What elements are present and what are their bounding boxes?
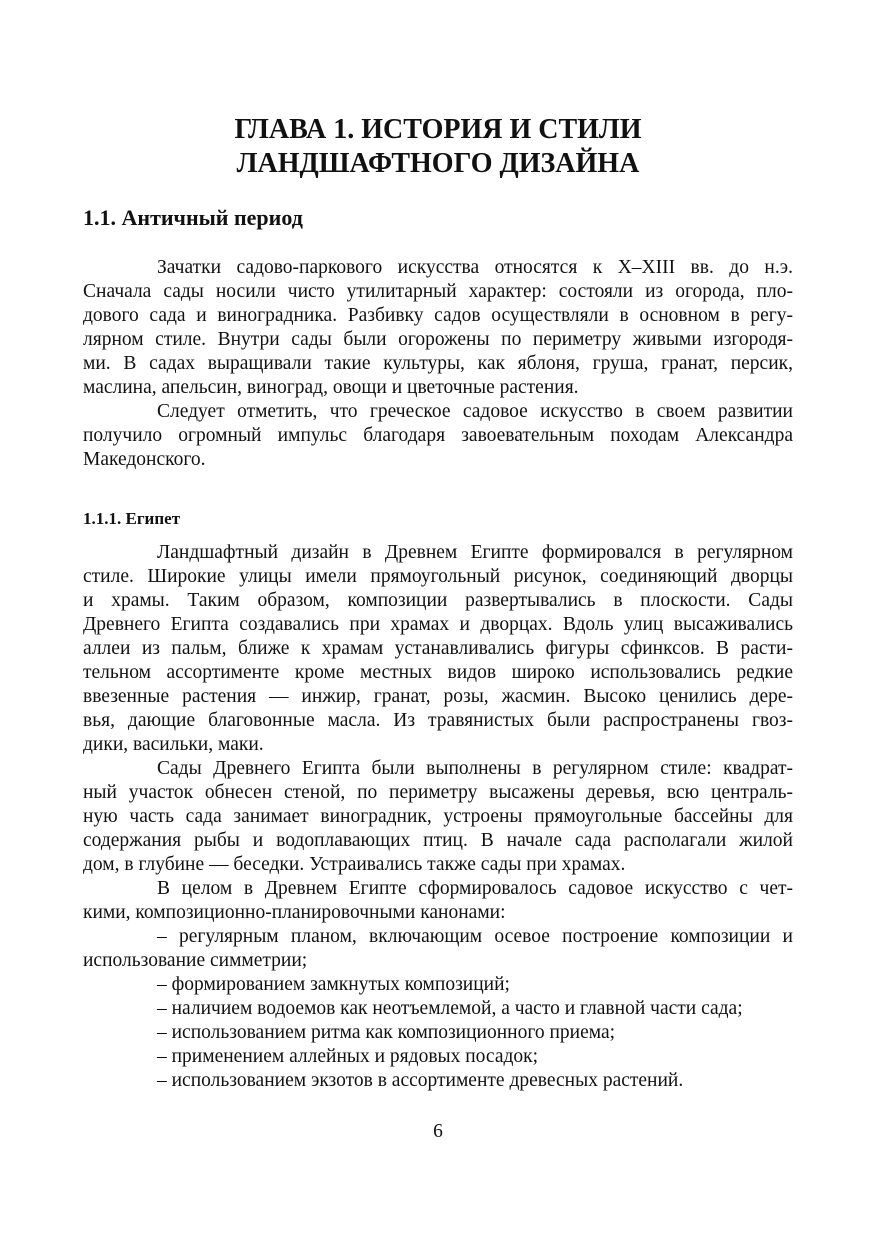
section-heading: 1.1. Античный период [83, 205, 303, 230]
subsection-paragraph-3-line: В целом в Древнем Египте сформировалось садовое искусство с чет- [157, 878, 793, 899]
subsection-paragraph-1-line: ввезенные растения — инжир, гранат, розы, жасмин. Высоко ценились дере- [83, 686, 793, 707]
list-item-continuation: использование симметрии; [83, 950, 308, 971]
page-number: 6 [433, 1121, 443, 1142]
list-item: – применением аллейных и рядовых посадок; [157, 1046, 539, 1067]
chapter-title-line-1: ГЛАВА 1. ИСТОРИЯ И СТИЛИ [234, 114, 642, 145]
subsection-paragraph-1-line: тельном ассортименте кроме местных видов широко использовались редкие [83, 662, 793, 683]
section-paragraph-1-line: лярном стиле. Внутри сады были огорожены по периметру живыми изгородя- [83, 329, 793, 350]
section-paragraph-1-line: ми. В садах выращивали такие культуры, как яблоня, груша, гранат, персик, [83, 353, 793, 374]
section-paragraph-2-line: получило огромный импульс благодаря завоевательным походам Александра [83, 425, 793, 446]
list-item: – использованием ритма как композиционного приема; [157, 1022, 616, 1043]
section-paragraph-1-line: дового сада и виноградника. Разбивку садов осуществляли в основном в регу- [83, 305, 793, 326]
subsection-paragraph-2-line: ный участок обнесен стеной, по периметру высажены деревья, всю централь- [83, 782, 793, 803]
subsection-paragraph-2-line: содержания рыбы и водоплавающих птиц. В начале сада располагали жилой [83, 830, 793, 851]
section-paragraph-2-line: Следует отметить, что греческое садовое искусство в своем развитии [157, 401, 793, 422]
section-paragraph-2-line: Македонского. [83, 449, 206, 470]
subsection-paragraph-1-line: Древнего Египта создавались при храмах и дворцах. Вдоль улиц высаживались [83, 614, 793, 635]
list-item: – формированием замкнутых композиций; [157, 974, 510, 995]
subsection-heading: 1.1.1. Египет [83, 509, 181, 528]
subsection-paragraph-1-line: вья, дающие благовонные масла. Из травянистых были распространены гвоз- [83, 710, 793, 731]
list-item: – наличием водоемов как неотъемлемой, а часто и главной части сада; [157, 998, 743, 1019]
subsection-paragraph-1-line: Ландшафтный дизайн в Древнем Египте формировался в регулярном [157, 542, 793, 563]
list-item: – использованием экзотов в ассортименте древесных растений. [157, 1070, 684, 1091]
subsection-paragraph-2-line: ную часть сада занимает виноградник, устроены прямоугольные бассейны для [83, 806, 793, 827]
section-paragraph-1-line: Зачатки садово-паркового искусства относятся к X–XIII вв. до н.э. [157, 257, 793, 278]
section-paragraph-1-line: маслина, апельсин, виноград, овощи и цветочные растения. [83, 377, 579, 398]
subsection-paragraph-2-line: дом, в глубине — беседки. Устраивались также сады при храмах. [83, 854, 626, 875]
list-item: – регулярным планом, включающим осевое построение композиции и [157, 926, 793, 947]
section-paragraph-1-line: Сначала сады носили чисто утилитарный характер: состояли из огорода, пло- [83, 281, 793, 302]
chapter-title-line-2: ЛАНДШАФТНОГО ДИЗАЙНА [236, 148, 640, 179]
subsection-paragraph-3-line: кими, композиционно-планировочными канонами: [83, 902, 506, 923]
subsection-paragraph-1-line: стиле. Широкие улицы имели прямоугольный рисунок, соединяющий дворцы [83, 566, 793, 587]
subsection-paragraph-1-line: дики, васильки, маки. [83, 734, 264, 755]
subsection-paragraph-2-line: Сады Древнего Египта были выполнены в регулярном стиле: квадрат- [157, 758, 793, 779]
subsection-paragraph-1-line: и храмы. Таким образом, композиции развертывались в плоскости. Сады [83, 590, 793, 611]
subsection-paragraph-1-line: аллеи из пальм, ближе к храмам устанавливались фигуры сфинксов. В расти- [83, 638, 793, 659]
